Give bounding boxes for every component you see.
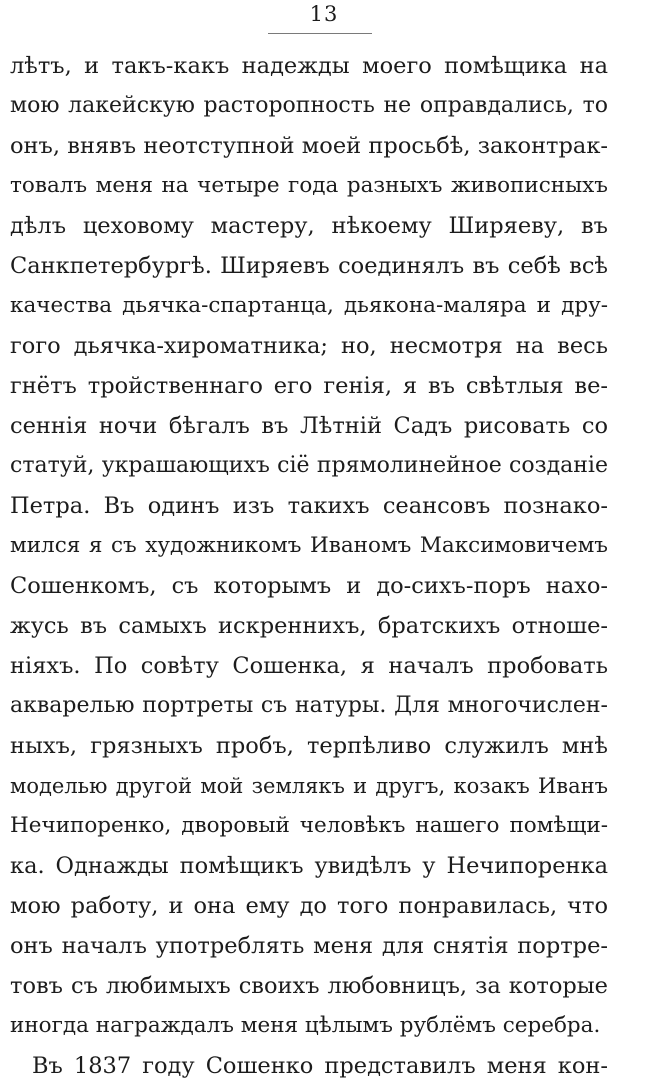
header-rule: [268, 33, 372, 34]
text-line: гого дьячка-хироматника; но, несмотря на весь: [10, 333, 608, 359]
text-line: онъ началъ употреблять меня для снятія портре-: [10, 933, 608, 959]
text-line: мился я съ художникомъ Иваномъ Максимовичемъ: [10, 533, 608, 558]
text-line-paragraph-end: иногда награждалъ меня цѣлымъ рублёмъ серебра.: [10, 1013, 601, 1038]
text-line: акварелью портреты съ натуры. Для многочислен-: [10, 693, 608, 718]
text-line: моделью другой мой землякъ и другъ, козакъ Иванъ: [10, 774, 608, 798]
text-line: качества дьячка-спартанца, дьякона-маляра и дру-: [10, 293, 608, 318]
text-line: статуй, украшающихъ сіё прямолинейное созданіе: [10, 453, 608, 478]
text-line: мою лакейскую расторопность не оправдались, то: [10, 93, 608, 118]
body-text: [10, 46, 608, 1086]
text-line: лѣтъ, и такъ-какъ надежды моего помѣщика на: [10, 53, 608, 79]
page-number: 13: [309, 2, 339, 26]
text-line: онъ, внявъ неотступной моей просьбѣ, законтрак-: [10, 133, 608, 159]
text-line: ка. Однажды помѣщикъ увидѣлъ у Нечипоренка: [10, 853, 608, 879]
text-line: ныхъ, грязныхъ пробъ, терпѣливо служилъ мнѣ: [10, 733, 608, 759]
text-line: товъ съ любимыхъ своихъ любовницъ, за которые: [10, 973, 608, 999]
text-line-paragraph-start: Въ 1837 году Сошенко представилъ меня кон-: [32, 1053, 608, 1079]
text-line: гнётъ тройственнаго его генія, я въ свѣтлыя ве-: [10, 373, 608, 399]
text-line: Санкпетербургѣ. Ширяевъ соединялъ въ себѣ всѣ: [10, 253, 608, 279]
text-line: дѣлъ цеховому мастеру, нѣкоему Ширяеву, въ: [10, 213, 608, 239]
text-line: Петра. Въ одинъ изъ такихъ сеансовъ познако-: [10, 493, 608, 519]
text-line: жусь въ самыхъ искреннихъ, братскихъ отноше-: [10, 613, 608, 639]
text-line: ніяхъ. По совѣту Сошенка, я началъ пробовать: [10, 653, 608, 679]
text-line: Нечипоренко, дворовый человѣкъ нашего помѣщи-: [10, 813, 608, 838]
text-line: товалъ меня на четыре года разныхъ живописныхъ: [10, 173, 608, 198]
text-line: Сошенкомъ, съ которымъ и до-сихъ-поръ нахо-: [10, 573, 608, 599]
text-line: мою работу, и она ему до того понравилась, что: [10, 893, 608, 919]
text-line: сеннія ночи бѣгалъ въ Лѣтній Садъ рисовать со: [10, 413, 608, 439]
